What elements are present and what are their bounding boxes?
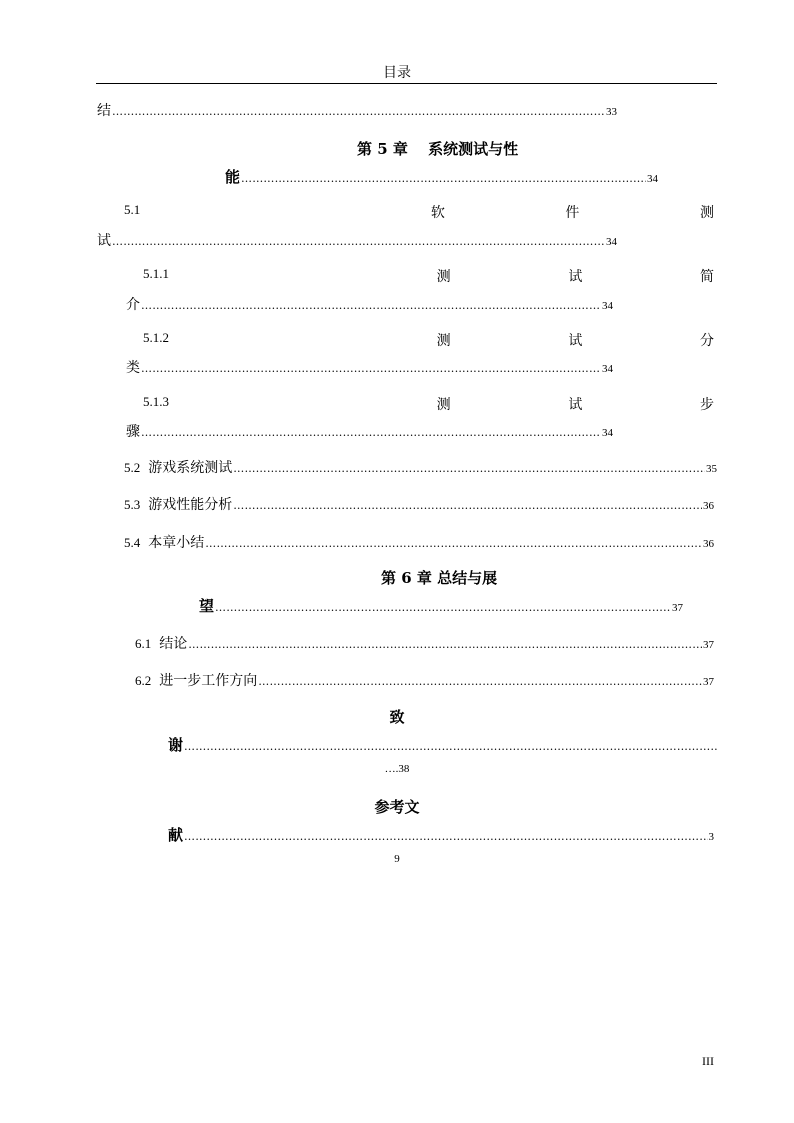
toc-ack-title[interactable]: 致 [389,708,405,726]
toc-entry-prev-end[interactable] [97,100,617,120]
toc-word: 测 [699,205,714,221]
toc-entry-label: 能 [225,168,241,186]
toc-leader-dots [233,499,702,512]
toc-leader-dots [112,235,605,248]
toc-page-number: 35 [706,463,717,475]
toc-leader-dots [188,638,702,651]
toc-entry-5-4[interactable] [124,532,714,552]
header-divider [96,83,717,84]
page-header-title: 目录 [383,65,411,81]
toc-entry-label: 介 [126,297,140,313]
toc-leader-dots [184,830,707,843]
toc-leader-dots [215,601,671,614]
toc-ack-page-number: ….38 [384,763,410,775]
toc-chapter-6-title[interactable]: 第 6 章 总结与展 [381,569,498,587]
toc-section-number: 5.1.2 [143,330,169,345]
toc-entry-5-2[interactable] [124,457,717,477]
toc-page-number: 34 [606,236,617,248]
toc-entry-chapter-5[interactable] [225,166,658,187]
toc-entry-label: 试 [97,233,111,249]
toc-word: 软 [430,205,445,221]
toc-leader-dots [205,537,702,550]
toc-entry-5-1-3-line1[interactable] [143,394,714,414]
toc-entry-label: 进一步工作方向 [159,673,258,689]
toc-entry-5-1-1-line1[interactable] [143,266,714,286]
toc-page-number: 37 [703,676,714,688]
toc-section-number: 5.1 [124,202,141,217]
toc-entry-label: 本章小结 [148,535,205,551]
toc-leader-dots [241,172,646,185]
toc-page-number: 36 [703,538,714,550]
toc-entry-chapter-6[interactable] [199,595,683,616]
toc-leader-dots [141,362,601,375]
toc-entry-5-1-2-line1[interactable] [143,330,714,350]
toc-page-number: 37 [703,639,714,651]
toc-entry-5-1-2-line2[interactable] [126,357,613,377]
toc-word: 简 [699,269,714,285]
toc-leader-dots [141,299,601,312]
toc-leader-dots [112,105,605,118]
toc-refs-page-number-wrap: 9 [394,853,400,865]
toc-word: 试 [568,397,583,413]
toc-entry-label: 结 [97,103,111,119]
toc-entry-5-1-line2[interactable] [97,230,617,250]
toc-entry-refs[interactable] [168,824,714,845]
toc-entry-label: 望 [199,597,215,615]
toc-section-number: 5.3 [124,497,141,512]
toc-page-number: 34 [602,300,613,312]
toc-page-number: 37 [672,602,683,614]
toc-section-number: 5.2 [124,460,141,475]
toc-word: 分 [699,333,714,349]
toc-section-number: 6.1 [135,636,152,651]
toc-page-number: 34 [647,173,658,185]
toc-entry-6-2[interactable] [135,670,714,690]
toc-section-number: 6.2 [135,673,152,688]
toc-leader-dots [233,462,705,475]
toc-entry-6-1[interactable] [135,633,714,653]
toc-section-number: 5.1.1 [143,266,169,281]
toc-word: 试 [568,269,583,285]
toc-leader-dots [141,426,601,439]
toc-page-number: 3 [708,831,714,843]
toc-section-number: 5.1.3 [143,394,169,409]
toc-entry-label: 骤 [126,424,140,440]
toc-word: 件 [565,205,580,221]
toc-page-number: 33 [606,106,617,118]
toc-word: 测 [436,269,451,285]
toc-leader-dots [258,675,702,688]
toc-page-number: 34 [602,363,613,375]
toc-word: 试 [568,333,583,349]
toc-chapter-5-title[interactable]: 第 5 章 系统测试与性 [357,140,519,158]
toc-entry-ack[interactable] [168,734,718,755]
toc-refs-title[interactable]: 参考文 [374,798,420,816]
toc-entry-5-3[interactable] [124,494,714,514]
toc-entry-5-1-1-line2[interactable] [126,294,613,314]
toc-entry-label: 游戏系统测试 [148,460,233,476]
toc-section-number: 5.4 [124,535,141,550]
toc-entry-label: 结论 [159,636,188,652]
page-footer-number: III [702,1054,714,1068]
toc-entry-5-1-3-line2[interactable] [126,421,613,441]
toc-word: 测 [436,333,451,349]
toc-entry-label: 游戏性能分析 [148,497,233,513]
toc-entry-5-1-line1[interactable] [124,202,714,222]
toc-entry-label: 献 [168,826,184,844]
toc-entry-label: 谢 [168,736,184,754]
toc-word: 步 [699,397,714,413]
toc-page-number: 36 [703,500,714,512]
toc-leader-dots [184,740,717,753]
toc-page-number: 34 [602,427,613,439]
toc-word: 测 [436,397,451,413]
toc-entry-label: 类 [126,360,140,376]
